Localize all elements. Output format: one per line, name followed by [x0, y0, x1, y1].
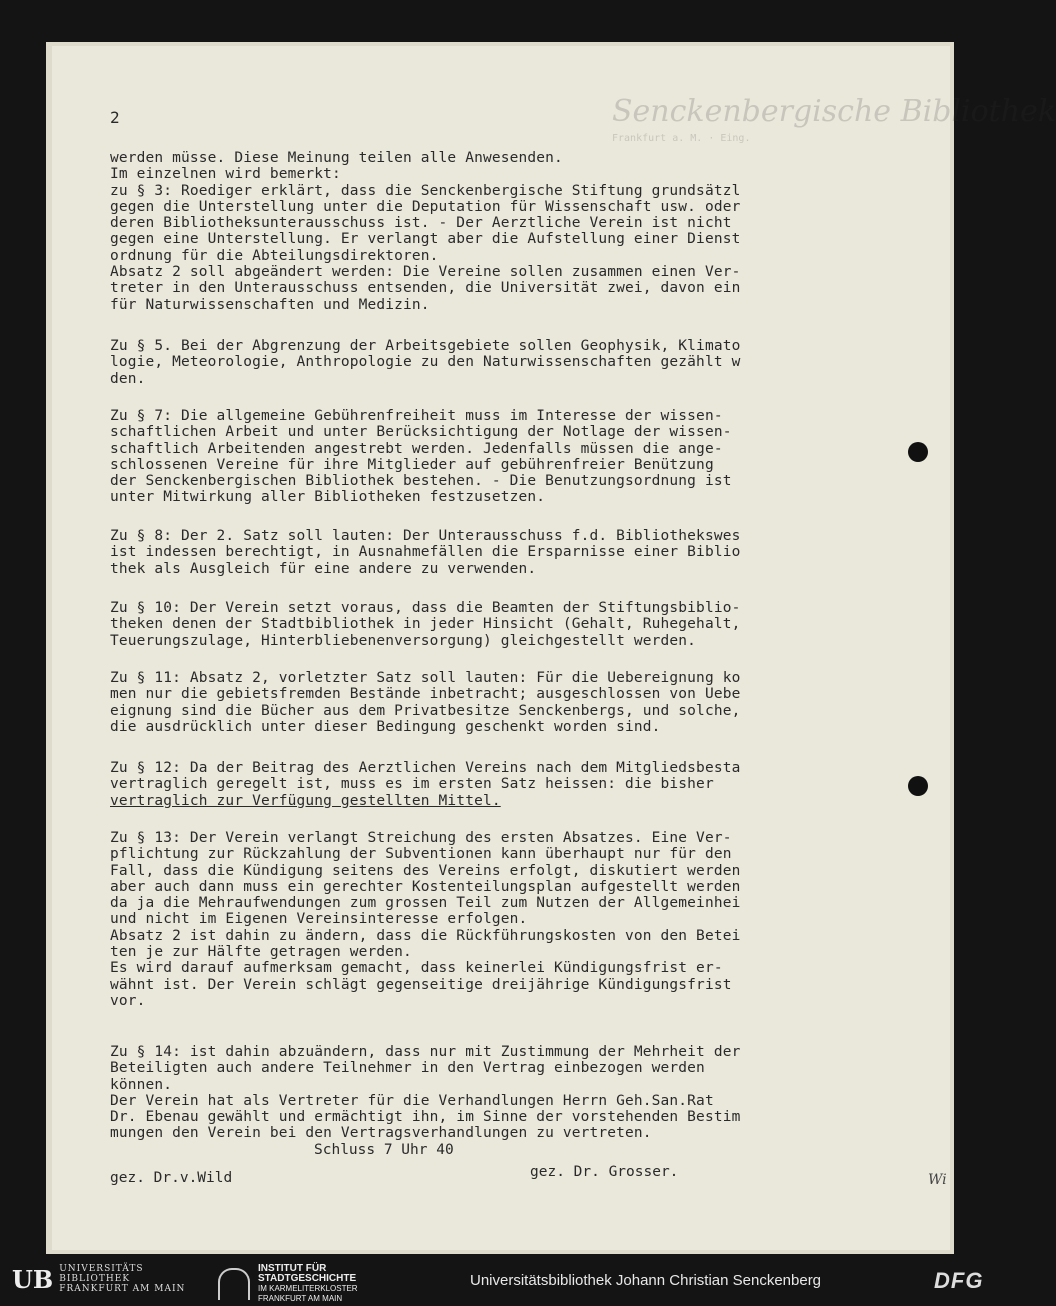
stamp-details: Frankfurt a. M. · Eing.	[612, 133, 751, 144]
text-line: Absatz 2 soll abgeändert werden: Die Vereine sollen zusammen einen Ver-	[110, 264, 741, 281]
text-line: vertraglich zur Verfügung gestellten Mittel.	[110, 792, 501, 809]
footer-bar	[0, 1256, 1000, 1306]
text-line: die ausdrücklich unter dieser Bedingung geschenkt worden sind.	[110, 718, 661, 735]
text-line: Zu § 8: Der 2. Satz soll lauten: Der Unterausschuss f.d. Bibliothekswes	[110, 528, 741, 544]
ub-mark: UB	[12, 1264, 54, 1294]
ub-logo[interactable]	[12, 1264, 185, 1294]
text-line: vertraglich geregelt ist, muss es im ersten Satz heissen: die bisher	[110, 776, 714, 793]
text-line: da ja die Mehraufwendungen zum grossen Teil zum Nutzen der Allgemeinhei	[110, 895, 741, 912]
ub-line: UNIVERSITÄTS	[59, 1264, 144, 1274]
paper-page	[52, 46, 1056, 1250]
page-number: 2	[110, 108, 120, 127]
paragraph-intro-s3	[110, 150, 740, 313]
text-line: ist indessen berechtigt, in Ausnahmefällen die Ersparnisse einer Biblio	[110, 544, 741, 561]
text-line: den.	[110, 370, 146, 387]
text-line: treter in den Unterausschuss entsenden, die Universität zwei, davon ein	[110, 280, 741, 297]
text-line: ordnung für die Abteilungsdirektoren.	[110, 247, 439, 264]
text-line: Zu § 12: Da der Beitrag des Aerztlichen Vereins nach dem Mitgliedsbesta	[110, 760, 741, 776]
isg-logo-text	[258, 1264, 358, 1304]
paragraph-s10	[110, 600, 740, 649]
text-line: schaftlich Arbeitenden angestrebt werden. Jedenfalls müssen die ange-	[110, 440, 723, 457]
paragraph-s13	[110, 830, 740, 1009]
isg-subline: FRANKFURT AM MAIN	[258, 1294, 343, 1303]
paragraph-s12	[110, 760, 740, 809]
text-line: ten je zur Hälfte getragen werden.	[110, 944, 412, 961]
paragraph-s8	[110, 528, 740, 577]
text-line: Absatz 2 ist dahin zu ändern, dass die Rückführungskosten von den Betei	[110, 927, 741, 944]
ub-line: BIBLIOTHEK	[59, 1274, 131, 1284]
text-line: gegen eine Unterstellung. Er verlangt aber die Aufstellung einer Dienst	[110, 231, 741, 248]
closing-time: Schluss 7 Uhr 40	[314, 1142, 454, 1158]
text-line: mungen den Verein bei den Vertragsverhandlungen zu vertreten.	[110, 1125, 652, 1142]
text-line: Zu § 10: Der Verein setzt voraus, dass die Beamten der Stiftungsbiblio-	[110, 600, 741, 616]
dfg-logo[interactable]: DFG	[934, 1268, 984, 1293]
text-line: können.	[110, 1076, 173, 1093]
isg-line: INSTITUT FÜR	[258, 1263, 327, 1274]
text-line: werden müsse. Diese Meinung teilen alle Anwesenden.	[110, 150, 563, 166]
text-line: Zu § 13: Der Verein verlangt Streichung des ersten Absatzes. Eine Ver-	[110, 830, 732, 846]
text-line: Teuerungszulage, Hinterbliebenenversorgung) gleichgestellt werden.	[110, 632, 697, 649]
stamp-name: Senckenbergische Bibliothek	[612, 94, 1056, 129]
text-line: Zu § 7: Die allgemeine Gebührenfreiheit muss im Interesse der wissen-	[110, 408, 723, 424]
text-line: Dr. Ebenau gewählt und ermächtigt ihn, im Sinne der vorstehenden Bestim	[110, 1109, 741, 1126]
text-line: aber auch dann muss ein gerechter Kostenteilungsplan aufgestellt werden	[110, 878, 741, 895]
text-line: vor.	[110, 992, 146, 1009]
text-line: Es wird darauf aufmerksam gemacht, dass keinerlei Kündigungsfrist er-	[110, 960, 723, 977]
text-line: Beteiligten auch andere Teilnehmer in den Vertrag einbezogen werden	[110, 1060, 705, 1077]
text-line: Zu § 11: Absatz 2, vorletzter Satz soll lauten: Für die Uebereignung ko	[110, 670, 741, 686]
text-line: Zu § 14: ist dahin abzuändern, dass nur mit Zustimmung der Mehrheit der	[110, 1044, 741, 1060]
text-line: eignung sind die Bücher aus dem Privatbesitze Senckenbergs, und solche,	[110, 702, 741, 719]
text-line: für Naturwissenschaften und Medizin.	[110, 296, 430, 313]
text-line: Zu § 5. Bei der Abgrenzung der Arbeitsgebiete sollen Geophysik, Klimato	[110, 338, 741, 354]
text-line: zu § 3: Roediger erklärt, dass die Senckenbergische Stiftung grundsätzl	[110, 182, 741, 199]
punch-hole-bottom	[908, 776, 928, 796]
text-line: wähnt ist. Der Verein schlägt gegenseitige dreijährige Kündigungsfrist	[110, 976, 732, 993]
text-line: deren Bibliotheksunterausschuss ist. - Der Aerztliche Verein ist nicht	[110, 215, 732, 232]
text-line: schaftlichen Arbeit und unter Berücksichtigung der Notlage der wissen-	[110, 424, 732, 441]
signature-right: gez. Dr. Grosser.	[530, 1164, 679, 1180]
handwritten-initials: Wi	[928, 1172, 947, 1188]
ub-logo-text	[59, 1264, 185, 1294]
text-line: Der Verein hat als Vertreter für die Verhandlungen Herrn Geh.San.Rat	[110, 1092, 714, 1109]
isg-line: STADTGESCHICHTE	[258, 1273, 357, 1284]
paragraph-s11	[110, 670, 740, 735]
text-line: men nur die gebietsfremden Bestände inbetracht; ausgeschlossen von Uebe	[110, 686, 741, 703]
text-line: und nicht im Eigenen Vereinsinteresse erfolgen.	[110, 911, 528, 928]
text-line: Im einzelnen wird bemerkt:	[110, 166, 341, 183]
text-line: schlossenen Vereine für ihre Mitglieder auf gebührenfreier Benützung	[110, 456, 714, 473]
arch-icon	[218, 1268, 250, 1300]
paragraph-s7	[110, 408, 732, 506]
isg-subline: IM KARMELITERKLOSTER	[258, 1284, 358, 1293]
text-line: gegen die Unterstellung unter die Deputation für Wissenschaft usw. oder	[110, 198, 741, 215]
ub-line: FRANKFURT AM MAIN	[59, 1284, 186, 1294]
text-line: thek als Ausgleich für eine andere zu verwenden.	[110, 560, 537, 577]
text-line: der Senckenbergischen Bibliothek bestehen. - Die Benutzungsordnung ist	[110, 473, 732, 490]
text-line: Fall, dass die Kündigung seitens des Vereins erfolgt, diskutiert werden	[110, 862, 741, 879]
footer-title[interactable]: Universitätsbibliothek Johann Christian Senckenberg	[470, 1272, 822, 1289]
punch-hole-top	[908, 442, 928, 462]
paragraph-s14	[110, 1044, 740, 1142]
text-line: pflichtung zur Rückzahlung der Subventionen kann überhaupt nur für den	[110, 846, 732, 863]
text-line: theken denen der Stadtbibliothek in jeder Hinsicht (Gehalt, Ruhegehalt,	[110, 616, 741, 633]
text-line: logie, Meteorologie, Anthropologie zu den Naturwissenschaften gezählt w	[110, 354, 741, 371]
text-line: unter Mitwirkung aller Bibliotheken festzusetzen.	[110, 489, 546, 506]
isg-logo[interactable]	[218, 1264, 358, 1304]
document-scan	[46, 42, 1056, 1254]
signature-left: gez. Dr.v.Wild	[110, 1170, 233, 1186]
paragraph-s5	[110, 338, 740, 387]
